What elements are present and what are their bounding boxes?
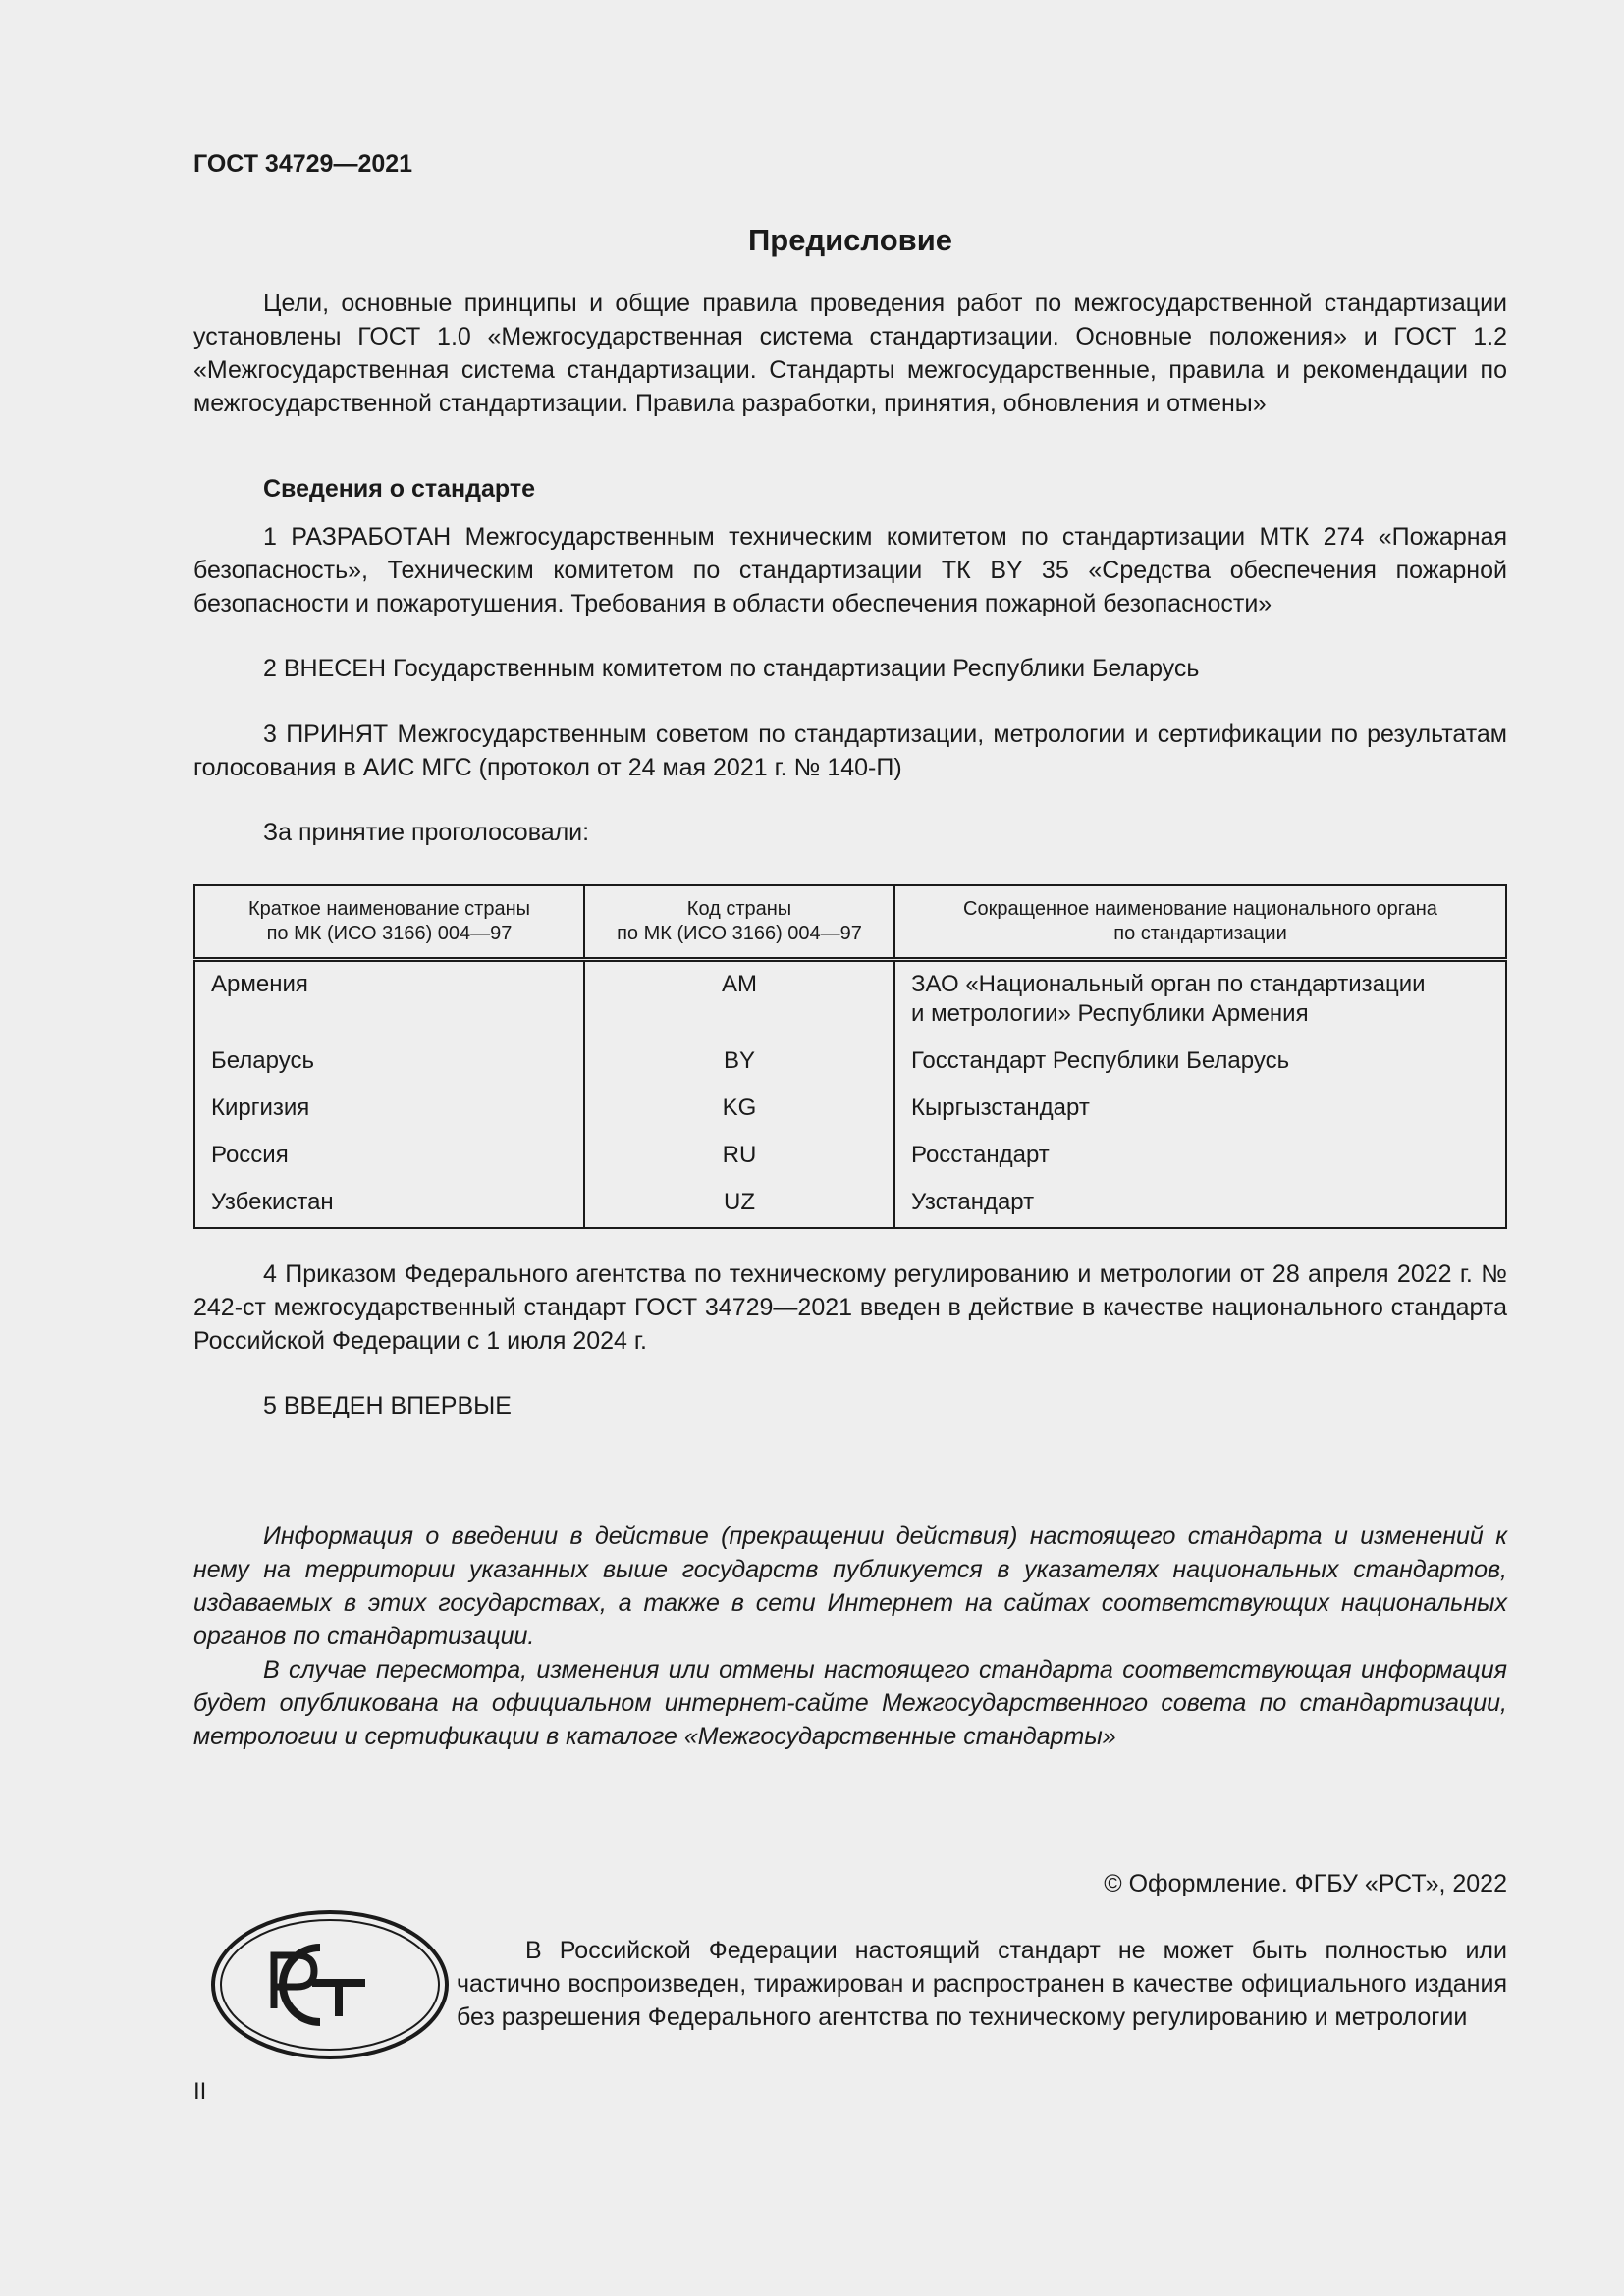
cell-code: RU [584,1133,894,1180]
item-5: 5 ВВЕДЕН ВПЕРВЫЕ [263,1392,512,1419]
cell-org: ЗАО «Национальный орган по стандартизации и метрологии» Республики Армения [911,971,1426,1027]
cell-org: Росстандарт [911,1142,1050,1168]
rst-logo-icon [210,1908,450,2061]
cell-code: UZ [584,1180,894,1228]
cell-country: Узбекистан [194,1180,584,1228]
cell-code: BY [584,1039,894,1086]
cell-org: Узстандарт [911,1189,1035,1215]
column-header-country: Краткое наименование страны по МК (ИСО 3166) 004—97 [194,885,584,960]
italic-info: Информация о введении в действие (прекращении действия) настоящего стандарта и изменений к нему на территории указанных выше государств публикуется в указателях национальных стандартов, издаваемых в этих государствах, а также в сети Интернет на сайтах соответствующих национальных органов по стандартизации. В случае пересмотра, изменения или отмены настоящего стандарта соответствующая информация будет опубликована на официальном интернет-сайте Межгосударственного совета по стандартизации, метрологии и сертификации в каталоге «Межгосударственные стандарты» [193,1522,1507,1750]
cell-country: Беларусь [194,1039,584,1086]
table-header-row [194,885,1506,960]
document-header: ГОСТ 34729—2021 [193,150,413,178]
item-3: 3 ПРИНЯТ Межгосударственным советом по стандартизации, метрологии и сертификации по результатам голосования в АИС МГС (протокол от 24 мая 2021 г. № 140-П) [193,721,1507,781]
footer-notice: В Российской Федерации настоящий стандарт не может быть полностью или частично воспроизведен, тиражирован и распространен в качестве официального издания без разрешения Федерального агентства по техническому регулированию и метрологии [457,1937,1507,2031]
copyright: © Оформление. ФГБУ «РСТ», 2022 [1104,1870,1507,1897]
cell-country: Россия [194,1133,584,1180]
table-row [194,1086,1506,1133]
cell-org: Госстандарт Республики Беларусь [911,1047,1290,1074]
intro-paragraph: Цели, основные принципы и общие правила проведения работ по межгосударственной стандартизации установлены ГОСТ 1.0 «Межгосударственная система стандартизации. Основные положения» и ГОСТ 1.2 «Межгосударственная система стандартизации. Стандарты межгосударственные, правила и рекомендации по межгосударственной стандартизации. Правила разработки, принятия, обновления и отмены» [193,290,1507,417]
cell-country: Армения [194,960,584,1040]
voted-label: За принятие проголосовали: [263,819,590,846]
table-row [194,1039,1506,1086]
cell-country: Киргизия [194,1086,584,1133]
page-title: Предисловие [747,223,952,257]
column-header-org: Сокращенное наименование национального органа по стандартизации [894,885,1506,960]
table-row [194,1133,1506,1180]
item-1: 1 РАЗРАБОТАН Межгосударственным техническим комитетом по стандартизации МТК 274 «Пожарная безопасность», Техническим комитетом по стандартизации ТК BY 35 «Средства обеспечения пожарной безопасности и пожаротушения. Требования в области обеспечения пожарной безопасности» [193,523,1507,617]
cell-code: KG [584,1086,894,1133]
table-row [194,960,1506,1040]
page-number: II [193,2078,207,2105]
cell-org: Кыргызстандарт [911,1095,1090,1121]
cell-code: AM [584,960,894,1040]
countries-table [193,884,1507,1229]
info-heading: Сведения о стандарте [263,475,536,503]
item-4: 4 Приказом Федерального агентства по техническому регулированию и метрологии от 28 апреля 2022 г. № 242-ст межгосударственный стандарт ГОСТ 34729—2021 введен в действие в качестве национального стандарта Российской Федерации с 1 июля 2024 г. [193,1260,1507,1355]
item-2: 2 ВНЕСЕН Государственным комитетом по стандартизации Республики Беларусь [263,655,1200,682]
table-row [194,1180,1506,1228]
column-header-code: Код страны по МК (ИСО 3166) 004—97 [584,885,894,960]
